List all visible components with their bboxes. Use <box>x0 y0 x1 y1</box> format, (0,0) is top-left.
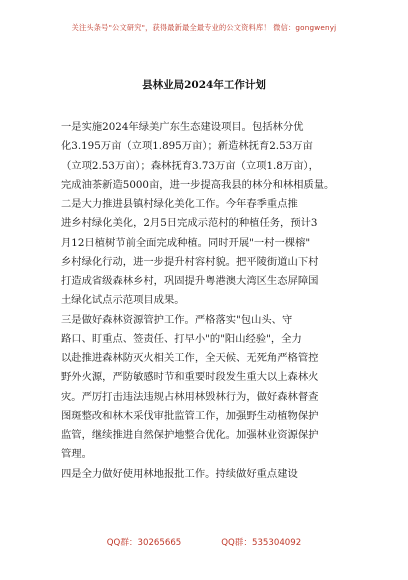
body-line: 以赴推进森林防灭火相关工作，全天候、无死角严格管控 <box>61 352 319 364</box>
document-title: 县林业局2024年工作计划 <box>142 79 266 91</box>
body-line: 四是全力做好使用林地报批工作。持续做好重点建设 <box>61 467 298 480</box>
body-line: 月12日植树节前全面完成种植。同时开展"一村一棵榕" <box>61 236 311 249</box>
body-line: 监管，继续推进自然保护地整合优化。加强林业资源保护 <box>61 429 319 441</box>
footer-qq-group-1: QQ群：30265665 <box>106 538 182 548</box>
body-line: 化3.195万亩（立项1.895万亩）；新造林抚育2.53万亩 <box>61 140 313 153</box>
document-body <box>61 118 351 484</box>
body-line: 野外火源，严防敏感时节和重要时段发生重大以上森林火 <box>61 371 319 384</box>
body-line: 完成油茶新造5000亩，进一步提高我县的林分和林相质量。 <box>61 178 335 191</box>
footer-contacts <box>0 536 408 548</box>
body-line: 管理。 <box>61 448 92 461</box>
body-line: 土绿化试点示范项目成果。 <box>61 294 185 307</box>
body-line: 二是大力推进县镇村绿化美化工作。今年春季重点推 <box>61 198 298 210</box>
header-note: 关注头条号"公文研究"，获得最新最全最专业的公文资料库！ 微信：gongwenyj <box>71 23 337 32</box>
body-line: 打造成省级森林乡村，巩固提升粤港澳大湾区生态屏障国 <box>61 275 319 287</box>
body-line: 一是实施2024年绿美广东生态建设项目。包括林分优 <box>61 121 304 133</box>
footer-qq-group-2: QQ群：535304092 <box>221 538 302 548</box>
body-line: 三是做好森林资源管护工作。严格落实"包山头、守 <box>61 313 293 326</box>
body-line: 灾。严厉打击违法违规占林用林毁林行为，做好森林督查 <box>61 390 319 403</box>
body-line: （立项2.53万亩）；森林抚育3.73万亩（立项1.8万亩）， <box>61 159 319 172</box>
body-line: 路口、盯重点、签责任、打早小"的"阳山经验"，全力 <box>61 332 302 345</box>
body-line: 乡村绿化行动，进一步提升村容村貌。把平陵街道山下村 <box>61 255 319 268</box>
body-line: 图斑整改和林木采伐审批监管工作，加强野生动植物保护 <box>61 409 319 422</box>
body-line: 进乡村绿化美化，2月5日完成示范村的种植任务，预计3 <box>61 217 318 230</box>
